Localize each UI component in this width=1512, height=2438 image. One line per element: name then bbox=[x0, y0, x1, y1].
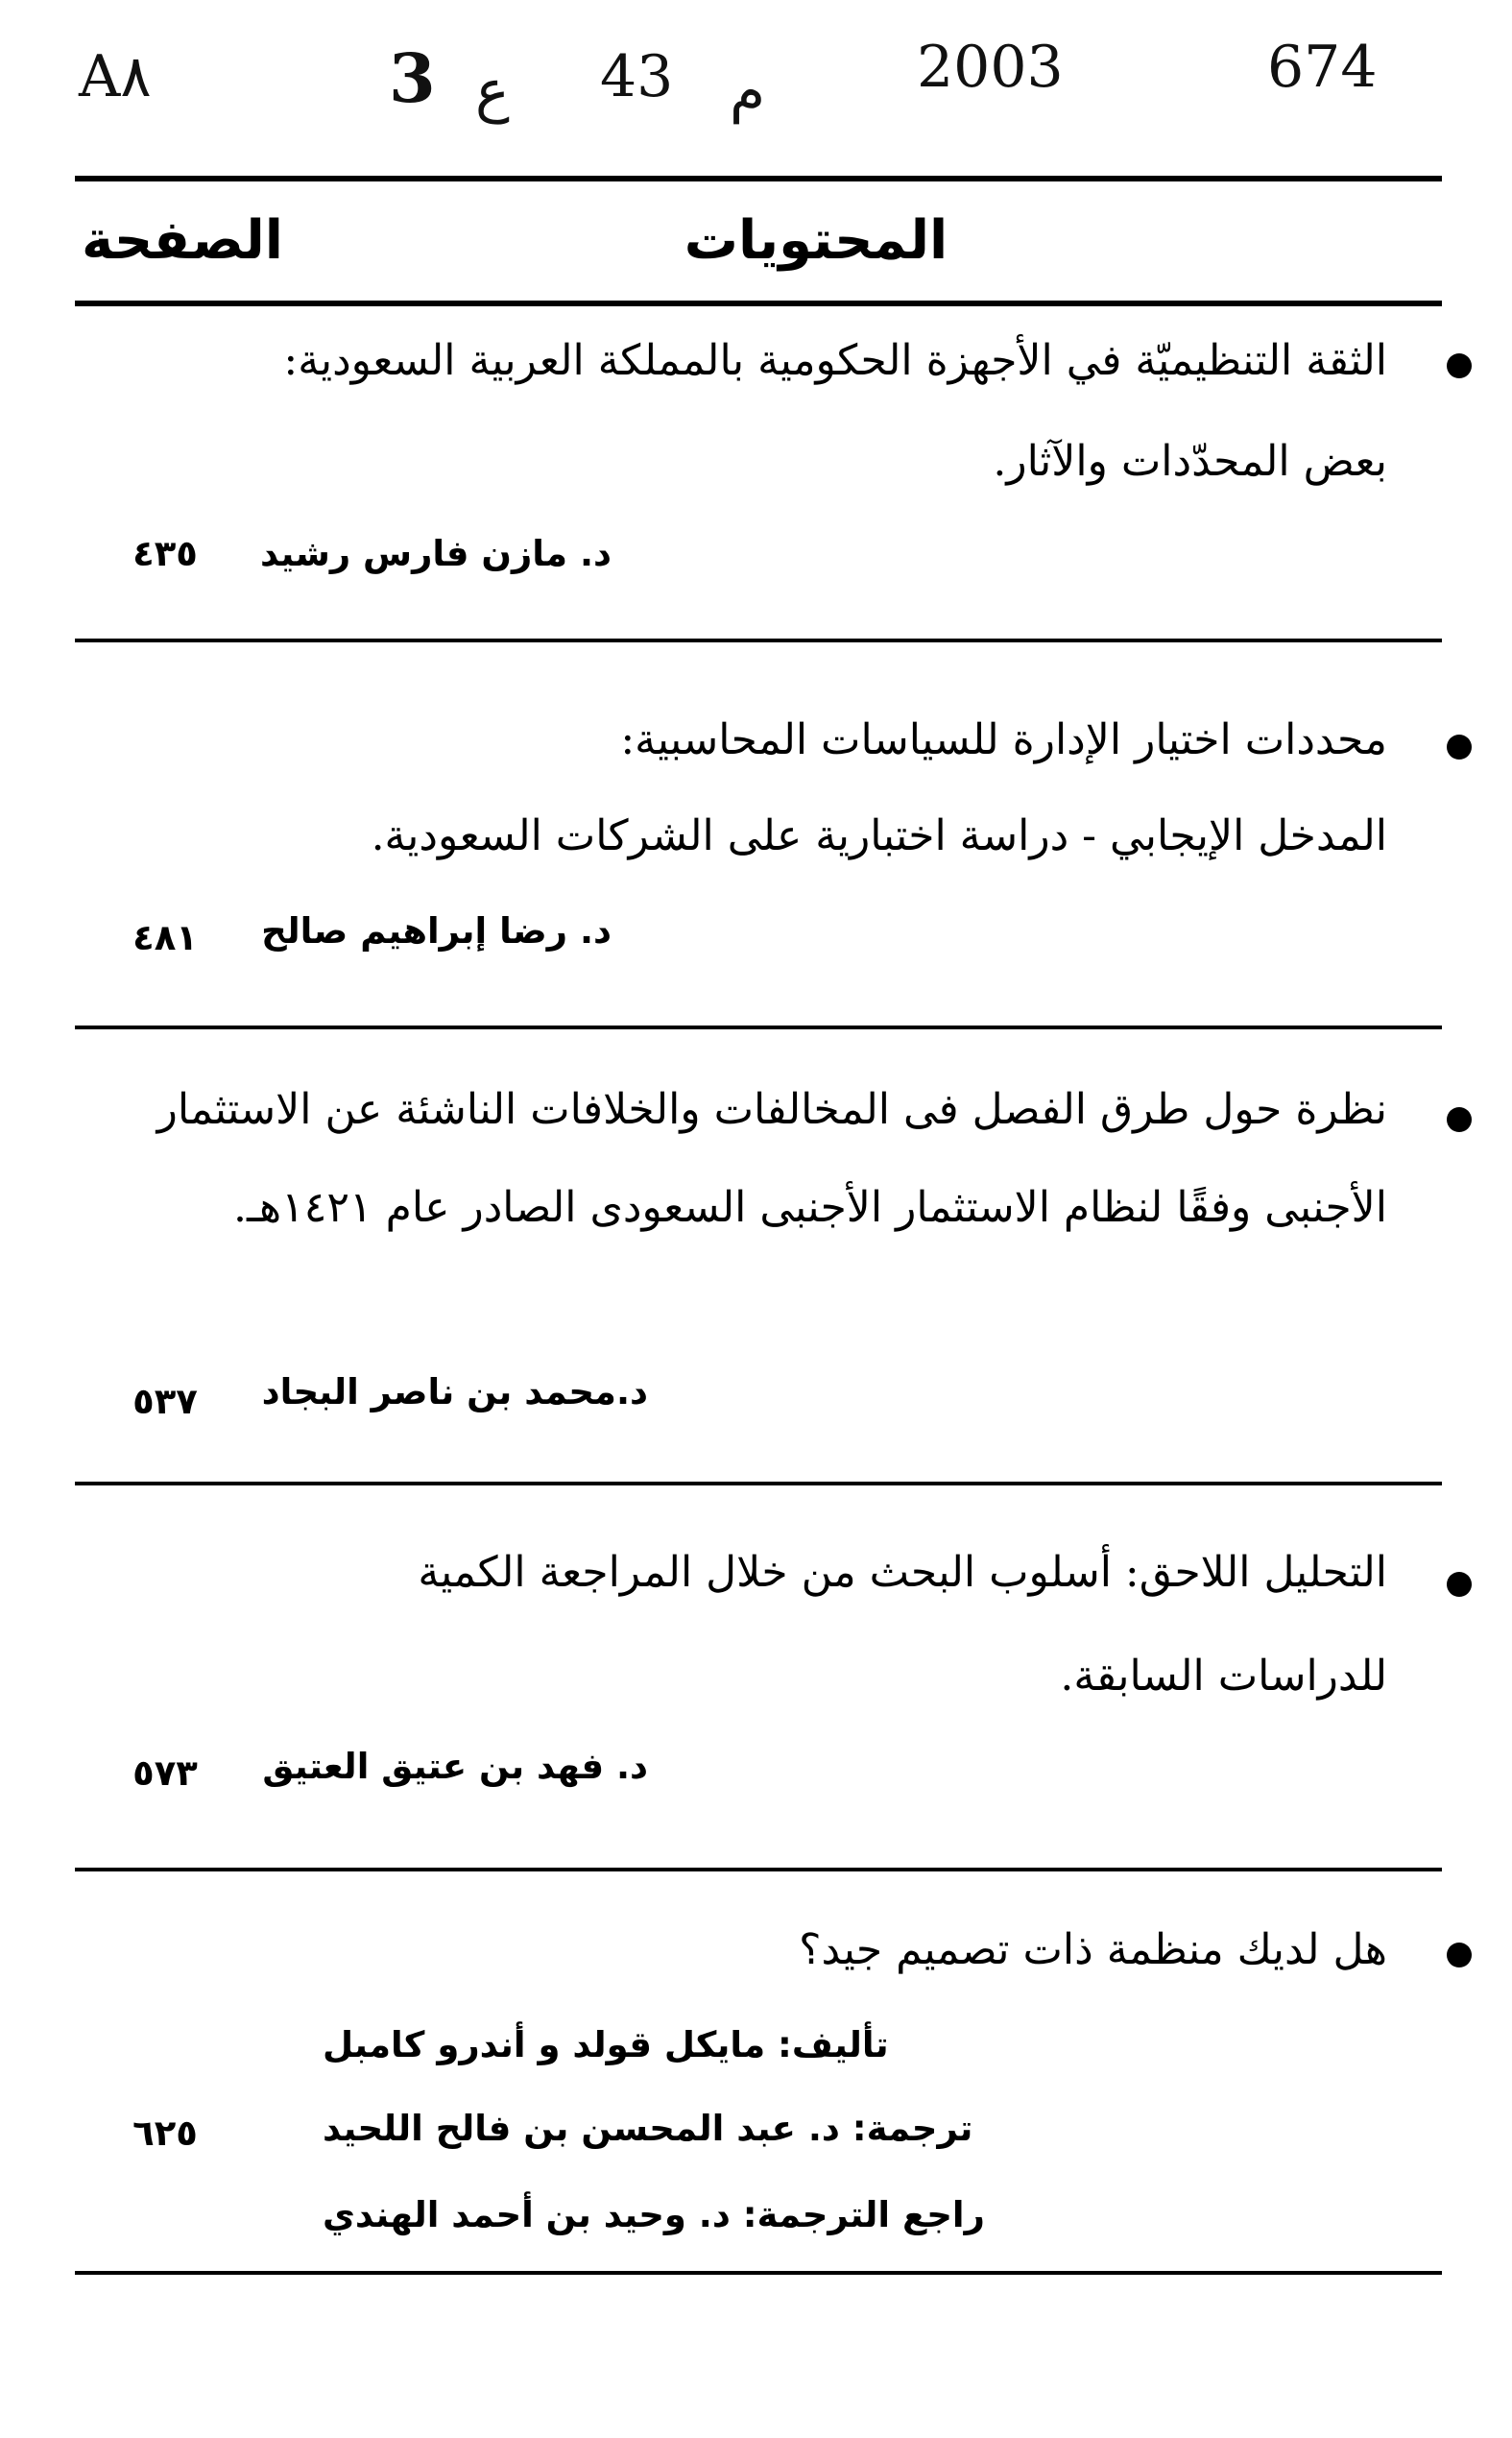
entry-title-line: التحليل اللاحق: أسلوب البحث من خلال المراجعة الكمية bbox=[418, 1548, 1387, 1597]
entry-page-number: ٤٣٥ bbox=[132, 533, 198, 574]
entry-page-number: ٥٧٣ bbox=[132, 1752, 198, 1794]
entry-title-line: المدخل الإيجابي - دراسة اختبارية على الشركات السعودية. bbox=[371, 811, 1387, 860]
entry-divider bbox=[75, 2271, 1442, 2275]
entry-title-line: نظرة حول طرق الفصل فى المخالفات والخلافات الناشئة عن الاستثمار bbox=[156, 1085, 1387, 1134]
entry-author: د.محمد بن ناصر البجاد bbox=[261, 1371, 648, 1412]
entry-page-number: ٥٣٧ bbox=[132, 1381, 198, 1422]
handwritten-note-a: A٨ bbox=[79, 43, 152, 110]
entry-title-line: محددات اختيار الإدارة للسياسات المحاسبية: bbox=[620, 715, 1387, 764]
page-column-heading: الصفحة bbox=[81, 209, 283, 272]
handwritten-note-c: ع bbox=[475, 58, 510, 125]
handwritten-note-g: 674 bbox=[1267, 34, 1378, 101]
header-rule bbox=[75, 301, 1442, 306]
bullet-icon bbox=[1447, 353, 1472, 378]
entry-page-number: ٦٢٥ bbox=[132, 2112, 198, 2154]
entry-page-number: ٤٨١ bbox=[132, 917, 198, 958]
entry-divider bbox=[75, 1482, 1442, 1485]
entry-divider bbox=[75, 1026, 1442, 1029]
contents-heading: المحتويات bbox=[684, 209, 948, 272]
handwritten-note-b: 3 bbox=[389, 38, 436, 118]
entry-title-line: للدراسات السابقة. bbox=[1060, 1652, 1387, 1701]
top-rule bbox=[75, 176, 1442, 181]
bullet-icon bbox=[1447, 1107, 1472, 1132]
entry-title-line: بعض المحدّدات والآثار. bbox=[993, 437, 1387, 486]
entry-title-line: هل لديك منظمة ذات تصميم جيد؟ bbox=[799, 1925, 1387, 1974]
entry-author-credit: تأليف: مايكل قولد و أندرو كامبل bbox=[323, 2024, 889, 2065]
entry-divider bbox=[75, 1868, 1442, 1871]
entry-author: د. رضا إبراهيم صالح bbox=[261, 910, 612, 952]
handwritten-note-f: 2003 bbox=[917, 34, 1064, 101]
entry-author: د. فهد بن عتيق العتيق bbox=[262, 1746, 648, 1787]
handwritten-note-d: 43 bbox=[600, 43, 674, 110]
entry-title-line: الثقة التنظيميّة في الأجهزة الحكومية بالمملكة العربية السعودية: bbox=[283, 336, 1387, 385]
entry-divider bbox=[75, 639, 1442, 642]
entry-title-line: الأجنبى وفقًا لنظام الاستثمار الأجنبى السعودى الصادر عام ١٤٢١هـ. bbox=[232, 1183, 1387, 1232]
bullet-icon bbox=[1447, 1572, 1472, 1597]
entry-translator-credit: ترجمة: د. عبد المحسن بن فالح اللحيد bbox=[323, 2108, 973, 2149]
bullet-icon bbox=[1447, 735, 1472, 760]
entry-author: د. مازن فارس رشيد bbox=[259, 533, 612, 574]
entry-reviewer-credit: راجع الترجمة: د. وحيد بن أحمد الهندي bbox=[323, 2194, 985, 2235]
handwritten-note-e: م bbox=[730, 58, 766, 125]
bullet-icon bbox=[1447, 1943, 1472, 1967]
